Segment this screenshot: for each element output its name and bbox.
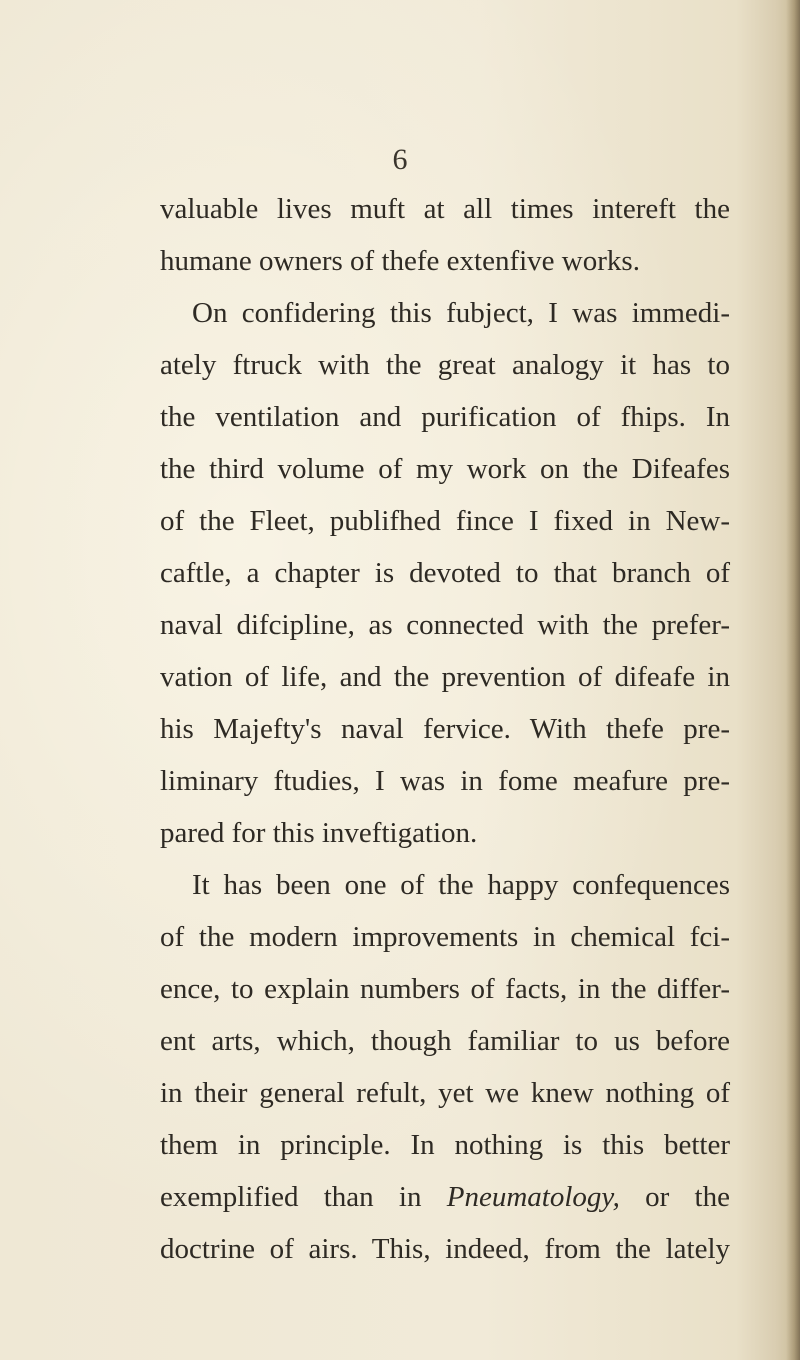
page-edge-shadow [786,0,800,1360]
text-line: doctrine of airs. This, indeed, from the lately [160,1233,730,1265]
text-line: caftle, a chapter is devoted to that branch of [160,557,730,589]
text-line: in their general refult, yet we knew nothing of [160,1077,730,1109]
text-line: It has been one of the happy confequences [192,869,730,901]
text-line: On confidering this fubject, I was immedi- [192,297,730,329]
body-text [160,183,730,1275]
text-line: liminary ftudies, I was in fome meafure pre- [160,765,730,797]
text-line: his Majefty's naval fervice. With thefe pre- [160,713,730,745]
text-line: the third volume of my work on the Difeafes [160,453,730,485]
text-line: pared for this inveftigation. [160,817,478,849]
text-line: naval difcipline, as connected with the prefer- [160,609,730,641]
text-line: ence, to explain numbers of facts, in the differ- [160,973,730,1005]
text-line: ent arts, which, though familiar to us before [160,1025,730,1057]
text-line: of the Fleet, publifhed fince I fixed in New- [160,505,730,537]
text-line: exemplified than in Pneumatology, or the [160,1181,730,1213]
text-line: ately ftruck with the great analogy it has to [160,349,730,381]
text-line: vation of life, and the prevention of difeafe in [160,661,730,693]
italic-term: Pneumatology, [446,1181,620,1213]
text-line: humane owners of thefe extenfive works. [160,245,640,277]
page-number: 6 [392,143,408,176]
text-line: the ventilation and purification of fhips. In [160,401,730,433]
text-line: them in principle. In nothing is this better [160,1129,730,1161]
text-line: of the modern improvements in chemical fci- [160,921,730,953]
text-line: valuable lives muft at all times intereft the [160,193,730,225]
